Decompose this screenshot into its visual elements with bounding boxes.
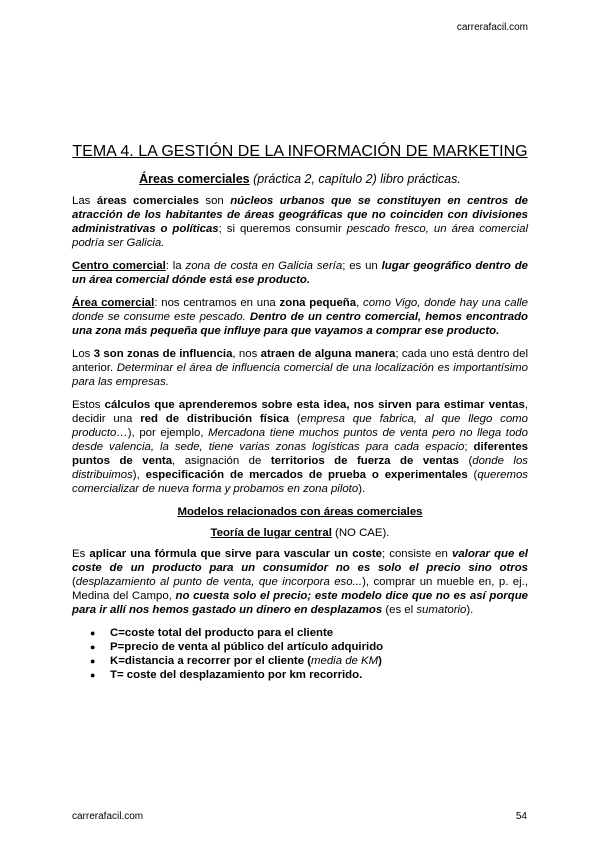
models-heading: Modelos relacionados con áreas comerciales bbox=[177, 506, 423, 518]
paragraph-centro-comercial: Centro comercial: la zona de costa en Galicia sería; es un lugar geográfico dentro de un área comercial dónde está ese producto. bbox=[72, 260, 528, 286]
theory-heading: Teoría de lugar central (NO CAE). bbox=[210, 527, 390, 539]
list-item: ● T= coste del desplazamiento por km recorrido. bbox=[90, 668, 528, 682]
list-item: ● K=distancia a recorrer por el cliente (media de KM) bbox=[90, 654, 528, 668]
footer-site: carrerafacil.com bbox=[72, 811, 144, 822]
page-number: 54 bbox=[515, 811, 527, 822]
list-item: ● C=coste total del producto para el cliente bbox=[90, 626, 528, 640]
list-item: ● P=precio de venta al público del artículo adquirido bbox=[90, 640, 528, 654]
section-subtitle bbox=[72, 172, 528, 186]
page-content bbox=[72, 142, 528, 682]
paragraph-calculos: Estos cálculos que aprenderemos sobre esta idea, nos sirven para estimar ventas, decidir una red de distribución física (empresa que fabrica, al que llego como producto…), por ejemplo, Mercadona tiene muchos puntos de venta pero no llega todo desde valencia, la sede, tiene varias zonas logísticas para cada espacio; diferentes puntos de venta, asignación de territorios de fuerza de ventas (donde los distribuimos), especificación de mercados de prueba o experimentales (queremos comercializar de nueva forma y probamos en zona piloto). bbox=[72, 399, 529, 495]
page-title: TEMA 4. LA GESTIÓN DE LA INFORMACIÓN DE MARKETING bbox=[72, 143, 528, 160]
section-note: (práctica 2, capítulo 2) libro prácticas. bbox=[253, 172, 461, 186]
paragraph-zonas-influencia: Los 3 son zonas de influencia, nos atraen de alguna manera; cada uno está dentro del anterior. Determinar el área de influencia comercial de una localización es importantísimo para las empresas. bbox=[72, 348, 529, 388]
section-heading: Áreas comerciales bbox=[139, 172, 250, 186]
formula-variables-list bbox=[72, 626, 528, 682]
paragraph-formula: Es aplicar una fórmula que sirve para vascular un coste; consiste en valorar que el coste de un producto para un consumidor no es solo el precio sino otros (desplazamiento al punto de venta, que incorpora eso...), comprar un mueble en, p. ej., Medina del Campo, no cuesta solo el precio; este modelo dice que no es así porque para ir allí nos hemos gastado un dinero en desplazamos (es el sumatorio). bbox=[72, 548, 529, 616]
header-site: carrerafacil.com bbox=[456, 22, 528, 33]
paragraph-area-comercial: Área comercial: nos centramos en una zona pequeña, como Vigo, donde hay una calle donde se consume este pescado. Dentro de un centro comercial, hemos encontrado una zona más pequeña que influye para que vayamos a comprar ese producto. bbox=[72, 297, 529, 337]
paragraph-areas-comerciales: Las áreas comerciales son núcleos urbanos que se constituyen en centros de atracción de los habitantes de áreas geográficas que no coinciden con divisiones administrativas o políticas; si queremos consumir pescado fresco, un área comercial podría ser Galicia. bbox=[72, 195, 528, 249]
